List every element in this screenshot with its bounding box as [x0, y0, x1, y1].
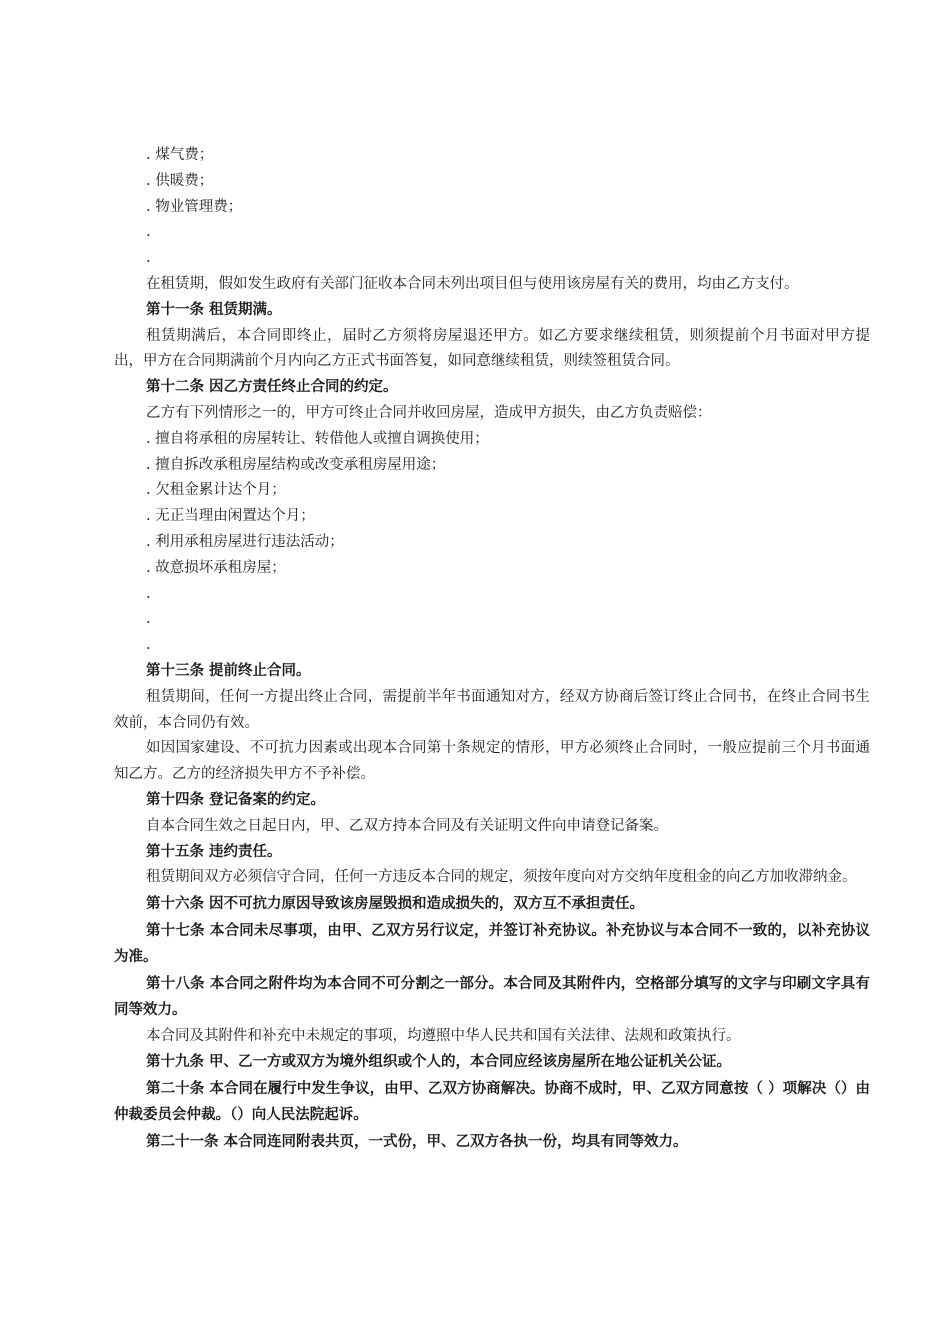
article-13-paragraph: 租赁期间，任何一方提出终止合同，需提前半年书面通知对方，经双方协商后签订终止合同书，在终止合同书生效前，本合同仍有效。 — [114, 688, 870, 731]
article-12-item: . 欠租金累计达个月； — [146, 482, 286, 499]
fee-item: . 供暖费； — [146, 172, 214, 189]
article-12-item: . — [146, 637, 151, 654]
article-12-item: . — [146, 611, 151, 628]
article-12-title: 第十二条 因乙方责任终止合同的约定。 — [146, 379, 398, 396]
article-18: 第十八条 本合同之附件均为本合同不可分割之一部分。本合同及其附件内，空格部分填写的文字与印刷文字具有同等效力。 — [114, 975, 870, 1019]
article-13-title: 第十三条 提前终止合同。 — [146, 662, 311, 679]
fee-item: . — [146, 250, 151, 267]
fee-item: . 物业管理费； — [146, 198, 243, 215]
article-12-item: . 利用承租房屋进行违法活动； — [146, 533, 344, 550]
article-19: 第十九条 甲、乙一方或双方为境外组织或个人的，本合同应经该房屋所在地公证机关公证。 — [146, 1054, 732, 1071]
article-15-body: 租赁期间双方必须信守合同，任何一方违反本合同的规定，须按年度向对方交纳年度租金的向乙方加收滞纳金。 — [146, 869, 857, 886]
article-14-title: 第十四条 登记备案的约定。 — [146, 791, 326, 808]
article-21: 第二十一条 本合同连同附表共页，一式份，甲、乙双方各执一份，均具有同等效力。 — [146, 1133, 688, 1150]
fee-item: . — [146, 224, 151, 241]
article-13-paragraph: 如因国家建设、不可抗力因素或出现本合同第十条规定的情形，甲方必须终止合同时，一般应提前三个月书面通知乙方。乙方的经济损失甲方不予补偿。 — [114, 740, 870, 783]
article-12-item: . 擅自拆改承租房屋结构或改变承租房屋用途； — [146, 456, 446, 473]
article-12-intro: 乙方有下列情形之一的，甲方可终止合同并收回房屋，造成甲方损失，由乙方负责赔偿： — [146, 404, 712, 421]
article-12-item: . 擅自将承租的房屋转让、转借他人或擅自调换使用； — [146, 430, 489, 447]
article-17: 第十七条 本合同未尽事项，由甲、乙双方另行议定，并签订补充协议。补充协议与本合同不一致的，以补充协议为准。 — [114, 922, 870, 966]
fee-item: . 煤气费； — [146, 147, 214, 163]
article-14-body: 自本合同生效之日起日内，甲、乙双方持本合同及有关证明文件向申请登记备案。 — [146, 817, 668, 834]
article-18-note: 本合同及其附件和补充中未规定的事项，均遵照中华人民共和国有关法律、法规和政策执行。 — [146, 1027, 741, 1044]
contract-page — [114, 143, 870, 1155]
article-15-title: 第十五条 违约责任。 — [146, 843, 282, 860]
article-11-title: 第十一条 租赁期满。 — [146, 301, 282, 318]
article-12-item: . 故意损坏承租房屋； — [146, 559, 286, 576]
article-20: 第二十条 本合同在履行中发生争议，由甲、乙双方协商解决。协商不成时，甲、乙双方同意按（ ）项解决（）由仲裁委员会仲裁。（）向人民法院起诉。 — [114, 1080, 870, 1124]
article-11-body: 租赁期满后，本合同即终止，届时乙方须将房屋退还甲方。如乙方要求继续租赁，则须提前个月书面对甲方提出，甲方在合同期满前个月内向乙方正式书面答复，如同意继续租赁，则续签租赁合同。 — [114, 327, 870, 370]
fee-note: 在租赁期，假如发生政府有关部门征收本合同未列出项目但与使用该房屋有关的费用，均由乙方支付。 — [146, 275, 799, 292]
article-12-item: . — [146, 585, 151, 602]
article-12-item: . 无正当理由闲置达个月； — [146, 508, 315, 525]
article-16: 第十六条 因不可抗力原因导致该房屋毁损和造成损失的，双方互不承担责任。 — [146, 896, 645, 913]
